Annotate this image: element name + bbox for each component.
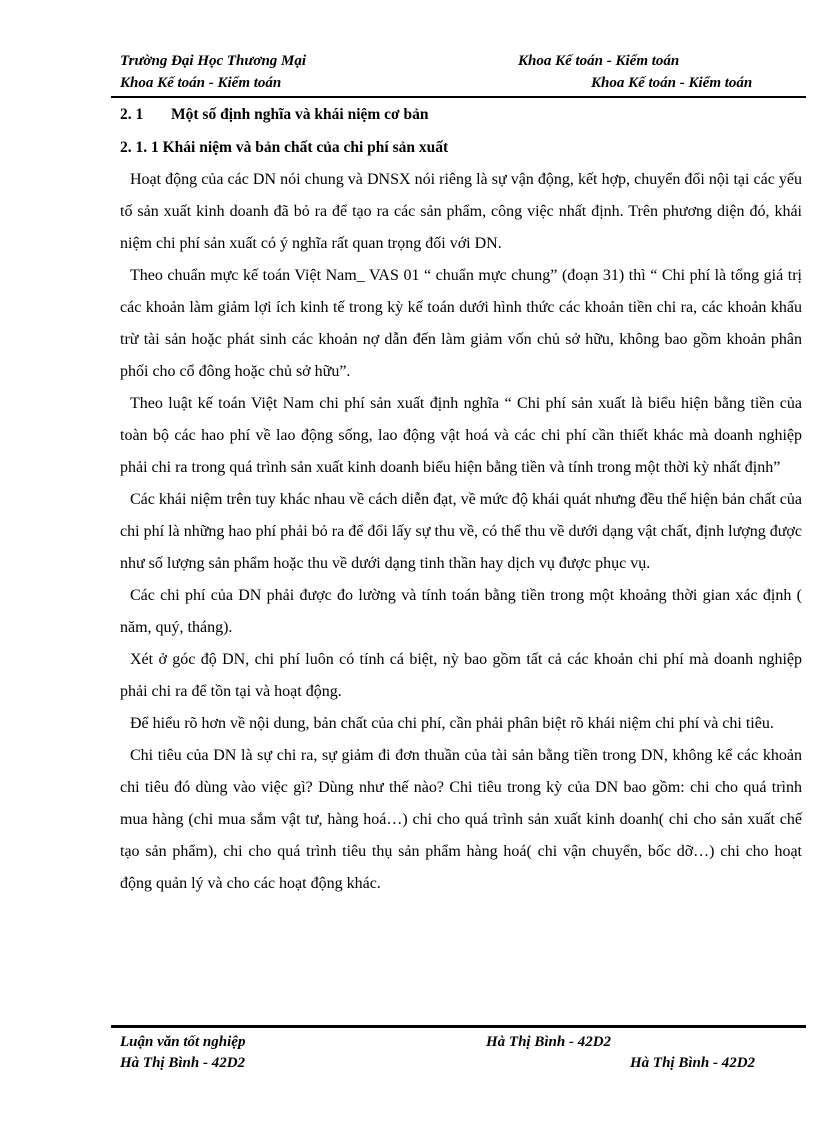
subsection-heading: 2. 1. 1 Khái niệm và bản chất của chi phí sản xuất bbox=[120, 139, 449, 156]
paragraph: Xét ở góc độ DN, chi phí luôn có tính cá biệt, nỳ bao gồm tất cả các khoản chi phí mà doanh nghiệp phải chi ra để tồn tại và hoạt động. bbox=[120, 651, 802, 700]
paragraph: Theo luật kế toán Việt Nam chi phí sản xuất định nghĩa “ Chi phí sản xuất là biểu hiện bằng tiền của toàn bộ các hao phí về lao động sống, lao động vật hoá và các chi phí cần thiết khác mà doanh nghiệp phải chi ra trong quá trình sản xuất kinh doanh biểu hiện bằng tiền và tính trong một thời kỳ nhất định” bbox=[120, 395, 802, 476]
footer-author: Hà Thị Bình - 42D2 bbox=[120, 1055, 246, 1071]
paragraph: Hoạt động của các DN nói chung và DNSX nói riêng là sự vận động, kết hợp, chuyển đổi nội tại các yếu tố sản xuất kinh doanh đã bỏ ra để tạo ra các sản phẩm, công việc nhất định. Trên phương diện đó, khái niệm chi phí sản xuất có ý nghĩa rất quan trọng đối với DN. bbox=[120, 171, 802, 252]
header-faculty: Khoa Kế toán - Kiểm toán bbox=[591, 75, 753, 91]
section-heading bbox=[120, 106, 429, 124]
paragraph: Các chi phí của DN phải được đo lường và tính toán bằng tiền trong một khoảng thời gian xác định ( năm, quý, tháng). bbox=[120, 587, 802, 636]
header-faculty: Khoa Kế toán - Kiểm toán bbox=[518, 53, 680, 69]
footer-thesis: Luận văn tốt nghiệp bbox=[120, 1034, 246, 1050]
header-faculty: Khoa Kế toán - Kiểm toán bbox=[120, 75, 282, 91]
paragraph: Theo chuẩn mực kế toán Việt Nam_ VAS 01 “ chuẩn mực chung” (đoạn 31) thì “ Chi phí là tổng giá trị các khoản làm giảm lợi ích kinh tế trong kỳ kế toán dưới hình thức các khoản tiền chi ra, các khoản khấu trừ tài sản hoặc phát sinh các khoản nợ dẫn đến làm giảm vốn chủ sở hữu, không bao gồm khoản phân phối cho cổ đông hoặc chủ sở hữu”. bbox=[120, 267, 802, 380]
footer-author: Hà Thị Bình - 42D2 bbox=[486, 1034, 612, 1050]
footer-author: Hà Thị Bình - 42D2 bbox=[630, 1055, 756, 1071]
section-number: 2. 1 bbox=[120, 106, 144, 123]
footer-rule bbox=[111, 1025, 806, 1028]
header-rule bbox=[111, 96, 806, 98]
body-text bbox=[120, 164, 802, 900]
paragraph: Chi tiêu của DN là sự chi ra, sự giảm đi đơn thuần của tài sản bằng tiền trong DN, không kể các khoản chi tiêu đó dùng vào việc gì? Dùng như thế nào? Chi tiêu trong kỳ của DN bao gồm: chi cho quá trình mua hàng (chi mua sắm vật tư, hàng hoá…) chi cho quá trình sản xuất kinh doanh( chi cho sản xuất chế tạo sản phẩm), chi cho quá trình tiêu thụ sản phẩm hàng hoá( chi vận chuyển, bốc dỡ…) chi cho hoạt động quản lý và cho các hoạt động khác. bbox=[120, 747, 802, 892]
paragraph: Các khái niệm trên tuy khác nhau về cách diễn đạt, về mức độ khái quát nhưng đều thể hiện bản chất của chi phí là những hao phí phải bỏ ra để đổi lấy sự thu về, có thể thu về dưới dạng vật chất, định lượng được như số lượng sản phẩm hoặc thu về dưới dạng tinh thần hay dịch vụ được phục vụ. bbox=[120, 491, 802, 572]
paragraph: Để hiểu rõ hơn về nội dung, bản chất của chi phí, cần phải phân biệt rõ khái niệm chi phí và chi tiêu. bbox=[130, 715, 774, 732]
section-title: Một số định nghĩa và khái niệm cơ bản bbox=[171, 106, 429, 123]
header-school: Trường Đại Học Thương Mại bbox=[120, 53, 307, 69]
